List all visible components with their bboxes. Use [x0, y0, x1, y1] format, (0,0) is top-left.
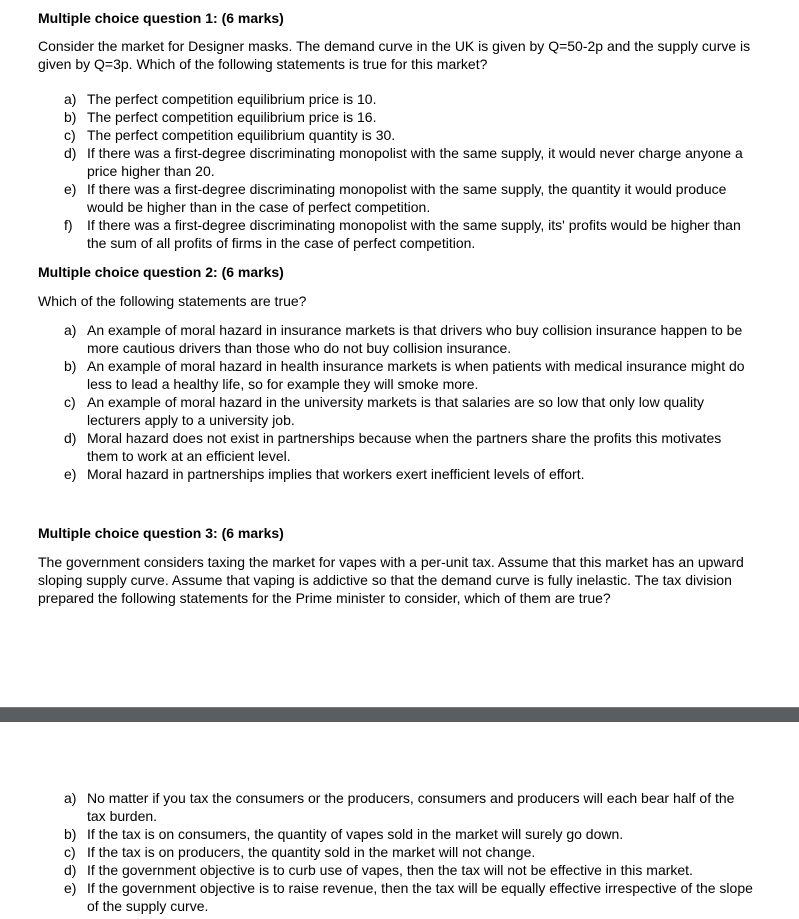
q1-option-b [64, 108, 754, 126]
option-label: e) [64, 181, 77, 197]
q3-options [64, 789, 754, 915]
option-text: No matter if you tax the consumers or the producers, consumers and producers will each bear half of the tax burden. [87, 790, 735, 824]
option-label: d) [64, 430, 77, 446]
option-text: If the government objective is to raise revenue, then the tax will be equally effective irrespective of the slope of the supply curve. [87, 880, 753, 914]
option-text: Moral hazard in partnerships implies that workers exert inefficient levels of effort. [87, 466, 585, 482]
q2-option-d [64, 429, 754, 465]
option-text: The perfect competition equilibrium price is 16. [87, 109, 377, 125]
q3-option-a [64, 789, 754, 825]
q1-option-e [64, 180, 754, 216]
q2-option-e [64, 465, 754, 483]
option-label: d) [64, 862, 77, 878]
option-label: f) [64, 217, 73, 233]
option-label: a) [64, 322, 77, 338]
option-label: a) [64, 91, 77, 107]
option-text: If the tax is on consumers, the quantity of vapes sold in the market will surely go down. [87, 826, 624, 842]
q3-option-c [64, 843, 754, 861]
option-text: An example of moral hazard in the university markets is that salaries are so low that only low quality lecturers apply to a university job. [87, 394, 705, 428]
q2-options [64, 321, 754, 483]
q3-prompt: The government considers taxing the market for vapes with a per-unit tax. Assume that this market has an upward sloping supply curve. Assume that vaping is addictive so that the demand curve is fully inelastic. The tax division prepared the following statements for the Prime minister to consider, which of them are true? [38, 554, 744, 606]
q1-option-c [64, 126, 754, 144]
option-text: The perfect competition equilibrium price is 10. [87, 91, 377, 107]
option-text: If there was a first-degree discriminating monopolist with the same supply, its' profits would be higher than the sum of all profits of firms in the case of perfect competition. [87, 217, 741, 251]
q3-option-e [64, 879, 754, 915]
q1-options [64, 90, 754, 252]
q1-option-d [64, 144, 754, 180]
option-text: The perfect competition equilibrium quantity is 30. [87, 127, 396, 143]
q2-prompt: Which of the following statements are true? [38, 293, 307, 309]
option-text: If the government objective is to curb use of vapes, then the tax will not be effective in this market. [87, 862, 693, 878]
q2-option-b [64, 357, 754, 393]
option-label: c) [64, 844, 76, 860]
option-label: b) [64, 358, 77, 374]
q2-option-a [64, 321, 754, 357]
option-label: a) [64, 790, 77, 806]
option-text: If the tax is on producers, the quantity sold in the market will not change. [87, 844, 536, 860]
option-label: c) [64, 127, 76, 143]
q2-heading: Multiple choice question 2: (6 marks) [38, 264, 284, 280]
option-label: b) [64, 826, 77, 842]
q3-option-b [64, 825, 754, 843]
q2-option-c [64, 393, 754, 429]
option-text: Moral hazard does not exist in partnerships because when the partners share the profits this motivates them to work at an efficient level. [87, 430, 722, 464]
option-label: d) [64, 145, 77, 161]
option-text: An example of moral hazard in insurance markets is that drivers who buy collision insurance happen to be more cautious drivers than those who do not buy collision insurance. [87, 322, 743, 356]
option-text: If there was a first-degree discriminating monopolist with the same supply, the quantity it would produce would be higher than in the case of perfect competition. [87, 181, 727, 215]
q1-option-f [64, 216, 754, 252]
option-text: If there was a first-degree discriminating monopolist with the same supply, it would never charge anyone a price higher than 20. [87, 145, 743, 179]
option-label: b) [64, 109, 77, 125]
page-break [0, 707, 799, 722]
option-label: c) [64, 394, 76, 410]
q3-option-d [64, 861, 754, 879]
document-page-2 [0, 722, 799, 919]
q3-heading: Multiple choice question 3: (6 marks) [38, 525, 284, 541]
option-label: e) [64, 466, 77, 482]
q1-prompt: Consider the market for Designer masks. The demand curve in the UK is given by Q=50-2p and the supply curve is given by Q=3p. Which of the following statements is true for this market? [38, 38, 751, 72]
option-label: e) [64, 880, 77, 896]
q1-heading: Multiple choice question 1: (6 marks) [38, 10, 284, 26]
option-text: An example of moral hazard in health insurance markets is when patients with medical insurance might do less to lead a healthy life, so for example they will smoke more. [87, 358, 745, 392]
q1-option-a [64, 90, 754, 108]
